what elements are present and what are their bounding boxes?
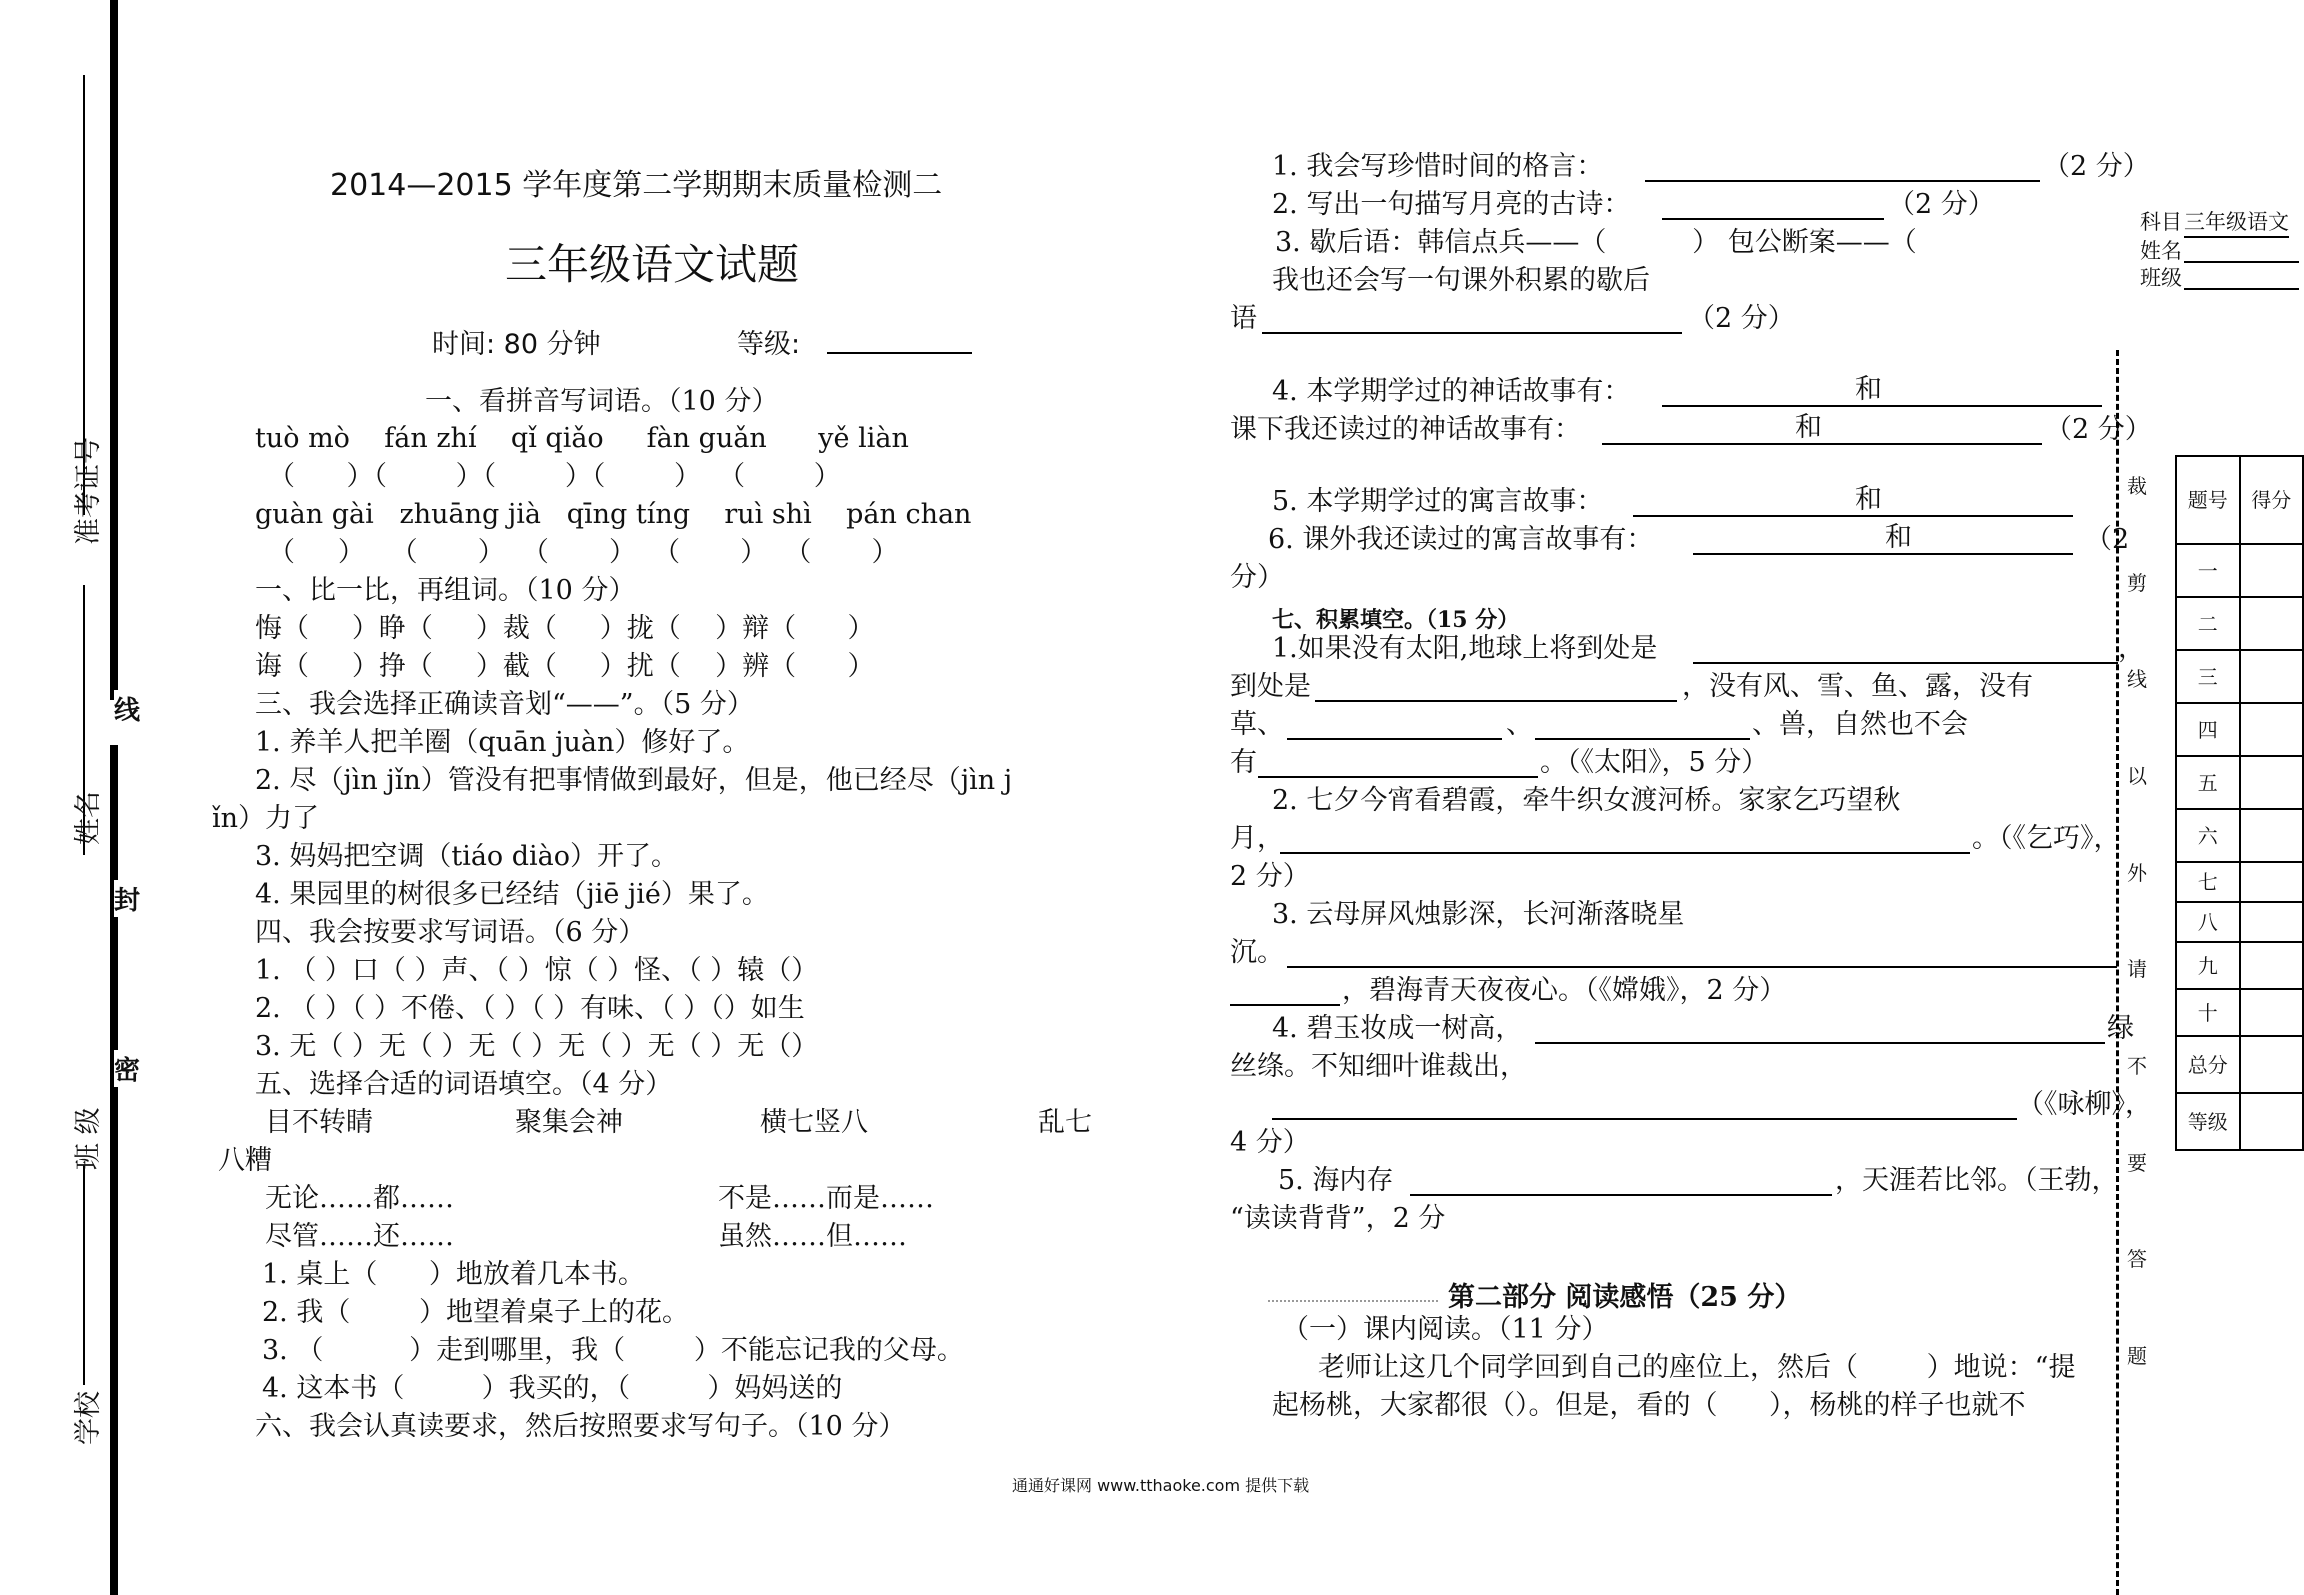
- binding-line-3: [83, 1165, 85, 1385]
- page-title: 三年级语文试题: [505, 240, 800, 289]
- score-cell[interactable]: [2240, 1093, 2304, 1150]
- moon-poem-score: （2 分）: [1888, 189, 1995, 220]
- score-cell[interactable]: [2240, 1036, 2304, 1093]
- score-header-score: 得分: [2240, 456, 2304, 544]
- blank-row-2[interactable]: （ ） （ ） （ ） （ ） （ ）: [268, 537, 899, 568]
- option-4-cont: 八糟: [218, 1145, 272, 1176]
- option-2: 聚集会神: [515, 1107, 623, 1138]
- sun-line3-head: 草、: [1230, 709, 1284, 740]
- sun-blank-4[interactable]: [1535, 738, 1750, 740]
- sun-line4-tail: 。（《太阳》，5 分）: [1540, 747, 1769, 778]
- qiqiao-score: 2 分）: [1230, 861, 1310, 892]
- grade-label: 等级:: [737, 329, 801, 360]
- score-row: [2176, 862, 2303, 902]
- fill-q3[interactable]: 3. （ ）走到哪里，我（ ）不能忘记我的父母。: [262, 1335, 964, 1366]
- sun-comma: ，: [2118, 633, 2145, 664]
- score-item: 总分: [2176, 1036, 2240, 1093]
- score-item: 七: [2176, 862, 2240, 902]
- reading-section-label: （一）课内阅读。（11 分）: [1282, 1314, 1609, 1345]
- neighbor-question: 5. 海内存: [1278, 1165, 1394, 1196]
- score-row: [2176, 756, 2303, 809]
- blank-row-1[interactable]: （ ）（ ）（ ）（ ） （ ）: [268, 461, 841, 492]
- willow-line2: 丝绦。不知细叶谁裁出，: [1230, 1051, 1527, 1082]
- score-cell[interactable]: [2240, 862, 2304, 902]
- score-item: 二: [2176, 597, 2240, 650]
- moon-poem-question: 2. 写出一句描写月亮的古诗：: [1272, 189, 1631, 220]
- exam-header-line: 2014—2015 学年度第二学期期末质量检测二: [330, 168, 943, 203]
- binding-bar-bottom: [110, 745, 118, 1595]
- xiehouyu-line2: 我也还会写一句课外积累的歇后: [1272, 265, 1650, 296]
- grade-blank[interactable]: [827, 352, 972, 354]
- conj-2: 不是……而是……: [718, 1183, 934, 1214]
- binding-label-school: 学校: [73, 1391, 104, 1445]
- score-item: 十: [2176, 989, 2240, 1036]
- qiqiao-line2-tail: 。（《乞巧》，: [1972, 823, 2121, 854]
- score-item: 一: [2176, 544, 2240, 597]
- score-cell[interactable]: [2240, 650, 2304, 703]
- reading-q2-cont: ǐn）力了: [212, 803, 320, 834]
- binding-label-name: 姓名: [73, 791, 104, 845]
- change-line2: 沉。: [1230, 937, 1284, 968]
- willow-score: 4 分）: [1230, 1127, 1310, 1158]
- moon-poem-blank[interactable]: [1662, 218, 1884, 220]
- fable-score-cont: 分）: [1230, 562, 1284, 593]
- section-7-heading: 七、积累填空。（15 分）: [1272, 607, 1520, 633]
- score-item: 等级: [2176, 1093, 2240, 1150]
- stub-name-blank[interactable]: [2184, 261, 2299, 263]
- stub-class-label: 班级: [2140, 266, 2182, 290]
- score-row: [2176, 989, 2303, 1036]
- score-header-item: 题号: [2176, 456, 2240, 544]
- binding-bar-top: [110, 0, 118, 700]
- fable-and: 和: [1855, 484, 1882, 515]
- score-table: [2175, 455, 2304, 1151]
- myth-blank[interactable]: [1662, 405, 2102, 407]
- score-row: [2176, 650, 2303, 703]
- stub-name-label: 姓名: [2140, 239, 2182, 263]
- score-cell[interactable]: [2240, 544, 2304, 597]
- sun-blank-5[interactable]: [1258, 776, 1538, 778]
- part2-heading: 第二部分 阅读感悟（25 分）: [1448, 1282, 1802, 1313]
- conj-1: 无论……都……: [265, 1183, 454, 1214]
- sun-blank-3[interactable]: [1287, 738, 1502, 740]
- score-cell[interactable]: [2240, 597, 2304, 650]
- sun-blank-2[interactable]: [1315, 700, 1677, 702]
- change-blank-1[interactable]: [1287, 966, 2117, 968]
- score-item: 九: [2176, 942, 2240, 989]
- reading-q4: 4. 果园里的树很多已经结（jiē jié）果了。: [255, 879, 769, 910]
- sun-line2: 到处是: [1230, 671, 1311, 702]
- section-1-heading: 一、看拼音写词语。（10 分）: [425, 386, 779, 417]
- cut-char-9: 答: [2127, 1247, 2147, 1271]
- sun-line3-tail: 、兽，自然也不会: [1752, 709, 1968, 740]
- neighbor-tail: ，天涯若比邻。（王勃，: [1835, 1165, 2119, 1196]
- sun-line3-mid: 、: [1506, 709, 1533, 740]
- compare-row-2[interactable]: 诲（ ）挣（ ）截（ ）扰（ ）辨（ ）: [255, 651, 875, 682]
- score-cell[interactable]: [2240, 989, 2304, 1036]
- xiehouyu-score: （2 分）: [1688, 303, 1795, 334]
- stub-subject-value[interactable]: 三年级语文: [2184, 206, 2289, 238]
- pinyin-row-2: guàn gài zhuāng jià qīng tíng ruì shì pán chan: [255, 499, 972, 530]
- option-4: 乱七: [1038, 1107, 1092, 1138]
- willow-question: 4. 碧玉妆成一树高，: [1272, 1013, 1523, 1044]
- xiehouyu-question: 3. 歇后语：韩信点兵——（ ） 包公断案——（: [1275, 227, 1917, 258]
- fill-q2[interactable]: 2. 我（ ）地望着桌子上的花。: [262, 1297, 690, 1328]
- score-cell[interactable]: [2240, 756, 2304, 809]
- reading-q1: 1. 养羊人把羊圈（quān juàn）修好了。: [255, 727, 750, 758]
- conj-4: 虽然……但……: [718, 1221, 907, 1252]
- words-row-2[interactable]: 2. （ ）（ ）不倦、（ ）（ ）有味、（ ）（）如生: [255, 993, 805, 1024]
- cut-char-1: 裁: [2127, 474, 2147, 498]
- xiehouyu-line3: 语: [1230, 303, 1257, 334]
- reading-passage-line2: 起杨桃，大家都很（）。但是，看的（ ），杨桃的样子也就不: [1272, 1390, 2026, 1421]
- score-cell[interactable]: [2240, 902, 2304, 942]
- seal-feng: 封: [114, 880, 140, 917]
- section-3-heading: 三、我会选择正确读音划“——”。（5 分）: [255, 689, 754, 720]
- xiehouyu-blank[interactable]: [1262, 332, 1682, 334]
- qiqiao-line2-head: 月，: [1230, 823, 1284, 854]
- section-2-heading: 一、比一比，再组词。（10 分）: [255, 575, 636, 606]
- section-4-heading: 四、我会按要求写词语。（6 分）: [255, 917, 646, 948]
- words-row-3[interactable]: 3. 无（ ）无（ ）无（ ）无（ ）无（ ）无（）: [255, 1031, 819, 1062]
- score-header-row: [2176, 456, 2303, 544]
- fable-score: （2: [2085, 524, 2130, 555]
- score-row: [2176, 902, 2303, 942]
- part2-dots: [1268, 1300, 1438, 1302]
- pinyin-row-1: tuò mò fán zhí qǐ qiǎo fàn guǎn yě liàn: [255, 423, 909, 454]
- neighbor-blank[interactable]: [1410, 1194, 1832, 1196]
- willow-green: 绿: [2107, 1013, 2134, 1044]
- motto-score: （2 分）: [2043, 151, 2150, 182]
- reading-q2: 2. 尽（jìn jǐn）管没有把事情做到最好，但是，他已经尽（jìn j: [255, 765, 1013, 796]
- change-line3: ，碧海青天夜夜心。（《嫦娥》，2 分）: [1342, 975, 1787, 1006]
- score-item: 三: [2176, 650, 2240, 703]
- score-row: [2176, 1036, 2303, 1093]
- seal-xian: 线: [114, 690, 140, 727]
- stub-class-blank[interactable]: [2184, 288, 2299, 290]
- reading-q3: 3. 妈妈把空调（tiáo diào）开了。: [255, 841, 679, 872]
- myth-extra-question: 课下我还读过的神话故事有：: [1230, 414, 1581, 445]
- myth-score: （2 分）: [2045, 414, 2152, 445]
- score-cell[interactable]: [2240, 942, 2304, 989]
- fable-extra-and: 和: [1885, 522, 1912, 553]
- qiqiao-question: 2. 七夕今宵看碧霞，牵牛织女渡河桥。家家乞巧望秋: [1272, 785, 1901, 816]
- cut-char-8: 要: [2127, 1151, 2147, 1175]
- binding-label-zkz: 准考证号: [73, 437, 104, 545]
- score-row: [2176, 597, 2303, 650]
- change-blank-2[interactable]: [1230, 1004, 1340, 1006]
- section-5-heading: 五、选择合适的词语填空。（4 分）: [255, 1069, 673, 1100]
- cut-char-2: 剪: [2127, 571, 2147, 595]
- exam-time: 时间: 80 分钟: [432, 329, 601, 360]
- score-row: [2176, 1093, 2303, 1150]
- seal-mi: 密: [114, 1050, 140, 1087]
- fable-question: 5. 本学期学过的寓言故事：: [1272, 486, 1604, 517]
- words-row-1[interactable]: 1. （ ）口（ ）声、（ ）惊（ ）怪、（ ）辕（）: [255, 955, 819, 986]
- binding-label-class: 班 级: [73, 1107, 104, 1170]
- cut-char-7: 不: [2127, 1054, 2147, 1078]
- score-cell[interactable]: [2240, 809, 2304, 862]
- compare-row-1[interactable]: 悔（ ）睁（ ）裁（ ）拢（ ）辩（ ）: [255, 613, 875, 644]
- myth-extra-and: 和: [1795, 412, 1822, 443]
- fill-q4[interactable]: 4. 这本书（ ）我买的，（ ）妈妈送的: [262, 1373, 843, 1404]
- myth-and: 和: [1855, 374, 1882, 405]
- score-row: [2176, 703, 2303, 756]
- stub-subject-label: 科目: [2140, 210, 2182, 234]
- section-6-heading: 六、我会认真读要求，然后按照要求写句子。（10 分）: [255, 1411, 906, 1442]
- motto-blank[interactable]: [1645, 180, 2040, 182]
- willow-blank-1[interactable]: [1535, 1042, 2105, 1044]
- cut-char-6: 请: [2127, 957, 2147, 981]
- score-item: 五: [2176, 756, 2240, 809]
- fable-extra-question: 6. 课外我还读过的寓言故事有：: [1268, 524, 1654, 555]
- sun-line2-tail: ，没有风、雪、鱼、露，没有: [1682, 671, 2033, 702]
- score-row: [2176, 544, 2303, 597]
- fable-blank[interactable]: [1633, 515, 2073, 517]
- cut-char-5: 外: [2127, 861, 2147, 885]
- footer-credit: 通通好课网 www.tthaoke.com 提供下载: [1012, 1476, 1310, 1495]
- change-question: 3. 云母屏风烛影深，长河渐落晓星: [1272, 899, 1685, 930]
- score-cell[interactable]: [2240, 703, 2304, 756]
- cut-line: [2116, 350, 2119, 1595]
- sun-question: 1.如果没有太阳,地球上将到处是: [1272, 633, 1658, 664]
- sun-line4-head: 有: [1230, 747, 1257, 778]
- sun-blank-1[interactable]: [1693, 662, 2118, 664]
- qiqiao-blank[interactable]: [1280, 852, 1970, 854]
- score-item: 六: [2176, 809, 2240, 862]
- conj-3: 尽管……还……: [265, 1221, 454, 1252]
- score-row: [2176, 809, 2303, 862]
- cut-char-10: 题: [2127, 1344, 2147, 1368]
- cut-char-4: 以: [2127, 764, 2147, 788]
- willow-blank-2[interactable]: [1272, 1118, 2017, 1120]
- reading-passage-line1: 老师让这几个同学回到自己的座位上，然后（ ）地说：“提: [1318, 1352, 2076, 1383]
- fill-q1[interactable]: 1. 桌上（ ）地放着几本书。: [262, 1259, 645, 1290]
- willow-source: （《咏柳》，: [2017, 1089, 2152, 1120]
- score-item: 四: [2176, 703, 2240, 756]
- neighbor-score: “读读背背”，2 分: [1230, 1203, 1446, 1234]
- fable-extra-blank[interactable]: [1693, 553, 2073, 555]
- score-item: 八: [2176, 902, 2240, 942]
- cut-char-3: 线: [2127, 667, 2147, 691]
- myth-question: 4. 本学期学过的神话故事有：: [1272, 376, 1631, 407]
- motto-question: 1. 我会写珍惜时间的格言：: [1272, 151, 1604, 182]
- score-row: [2176, 942, 2303, 989]
- myth-extra-blank[interactable]: [1602, 443, 2042, 445]
- option-3: 横七竖八: [760, 1107, 868, 1138]
- option-1: 目不转睛: [265, 1107, 373, 1138]
